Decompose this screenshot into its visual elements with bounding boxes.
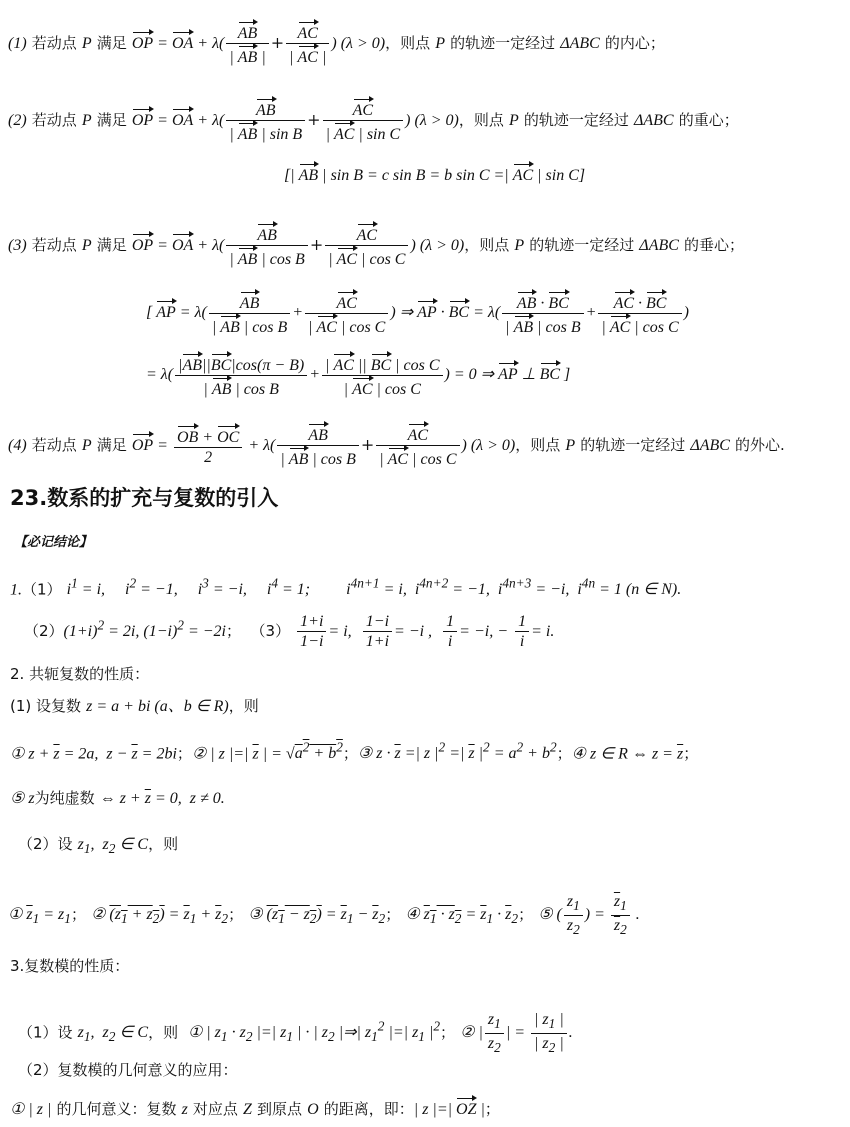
conclusion-1b: $(2)(1+i)^2 = 2i$, $(1-i)^2 = -2i$； （3） $\frac{1+i}{1-i}$ = i, $\frac{1-i}{1+i}$ = −i , $\frac{1}{i}$ = −i, − $\frac{1}{i}$ = i.	[24, 613, 555, 650]
conjugate-ops: ① $z_1 = z_1$； ② $(z_1 + z_2) = \overline{z}_1 + \overline{z}_2$； ③ $(z_1 - z_2) = \overline{z}_1 - \overline{z}_2$； ④ $z_1 \cdot z_2 = \overline{z}_1 \cdot \overline{z}_2$； ⑤ ( $\frac{z_1}{z_2}$ ) = $\frac{\overline{z}_1}{\overline{z}_2}$ .	[8, 893, 640, 938]
section-heading: 23.数系的扩充与复数的引入	[10, 486, 279, 510]
conjugate-props-1: ① $z + \overline{z} = 2a$, $z - \overline{z} = 2bi$；② | z |=| $\overline{z}$ | = $√a^2 + b^2$；③ $z \cdot \overline{z}$ =| z $|^2$ =| $\overline{z}$ $|^2 = a^2 + b^2$；④ z ∈ R ⇔ $z = \overline{z}$；	[10, 740, 699, 763]
conjugate-title: 2. 共轭复数的性质：	[10, 665, 150, 683]
conjugate-props-2: ⑤ z为纯虚数 ⇔ $z + \overline{z} = 0$, z ≠ 0.	[10, 789, 225, 807]
section-label: 【必记结论】	[14, 535, 93, 550]
conjugate-ops-def: （2）设 $z_1$, $z_2$ ∈ C，则	[18, 835, 179, 857]
statement-3: (3) 若动点 P 满足 OP = OA + λ( $\frac{AB}{\text{| AB | cos B}}$ + $\frac{AC}{\text{| AC | cos C}}$ ) (λ > 0)，则点 P 的轨迹一定经过 ΔABC 的垂心；	[8, 222, 744, 269]
statement-3-proof-2: = λ( $\frac{|AB||BC|\cos(\pi - B)}{\text{| AB | cos B}}$ + $\frac{\text{| AC || BC | cos C}}{\text{| AC | cos C}}$ ) = 0 ⇒ AP ⊥ BC ]	[146, 352, 570, 399]
conjugate-def: (1) 设复数 z = a + bi (a、b ∈ R)，则	[10, 697, 259, 715]
modulus-geometry-title: （2）复数模的几何意义的应用：	[18, 1061, 238, 1079]
statement-2: (2) 若动点 P 满足 OP = OA + λ( $\frac{AB}{\text{| AB | sin B}}$ + $\frac{AC}{\text{| AC | sin C}}$ ) (λ > 0)，则点 P 的轨迹一定经过 ΔABC 的重心；	[8, 97, 739, 144]
modulus-title: 3.复数模的性质：	[10, 957, 130, 975]
conclusion-1a: 1.（1） $i^1 = i$, $i^2 = -1$, $i^3 = -i$, $i^4 = 1$; $i^{4n+1} = i$, $i^{4n+2} = -1$, $i^{4n+3} = -i$, $i^{4n} = 1$ (n ∈ N).	[10, 576, 682, 599]
statement-1: (1) 若动点 P 满足 OP = OA + λ( $\frac{AB}{| AB |}$ + $\frac{AC}{| AC |}$ ) (λ > 0)，则点 P 的轨迹一定经过 ΔABC 的内心；	[8, 20, 665, 67]
statement-2-note: [| AB | sin B = c sin B = b sin C =| AC | sin C]	[284, 162, 585, 186]
modulus-geometry-1: ① | z | 的几何意义：复数 z 对应点 Z 到原点 O 的距离，即：| z |=| OZ |；	[10, 1096, 500, 1120]
statement-4: (4) 若动点 P 满足 OP = $\frac{OB + OC}{2}$ + λ( $\frac{AB}{\text{| AB | cos B}}$ + $\frac{AC}{\text{| AC | cos C}}$ ) (λ > 0)，则点 P 的轨迹一定经过 ΔABC 的外心.	[8, 422, 785, 469]
statement-3-proof-1: [ AP = λ( $\frac{AB}{\text{| AB | cos B}}$ + $\frac{AC}{\text{| AC | cos C}}$ ) ⇒ AP · BC = λ( $\frac{AB \cdot BC}{\text{| AB | cos B}}$ + $\frac{AC \cdot BC}{\text{| AC | cos C}}$ )	[146, 290, 689, 337]
modulus-props: （1）设 $z_1$, $z_2$ ∈ C，则 ① | $z_1 \cdot z_2$ |=| $z_1$ | · | $z_2$ |⇒| $z_1^2$ |=| $z_1$ $|^2$； ② | $\frac{z_1}{z_2}$ | = $\frac{| z_1 |}{| z_2 |}$ .	[18, 1011, 573, 1056]
